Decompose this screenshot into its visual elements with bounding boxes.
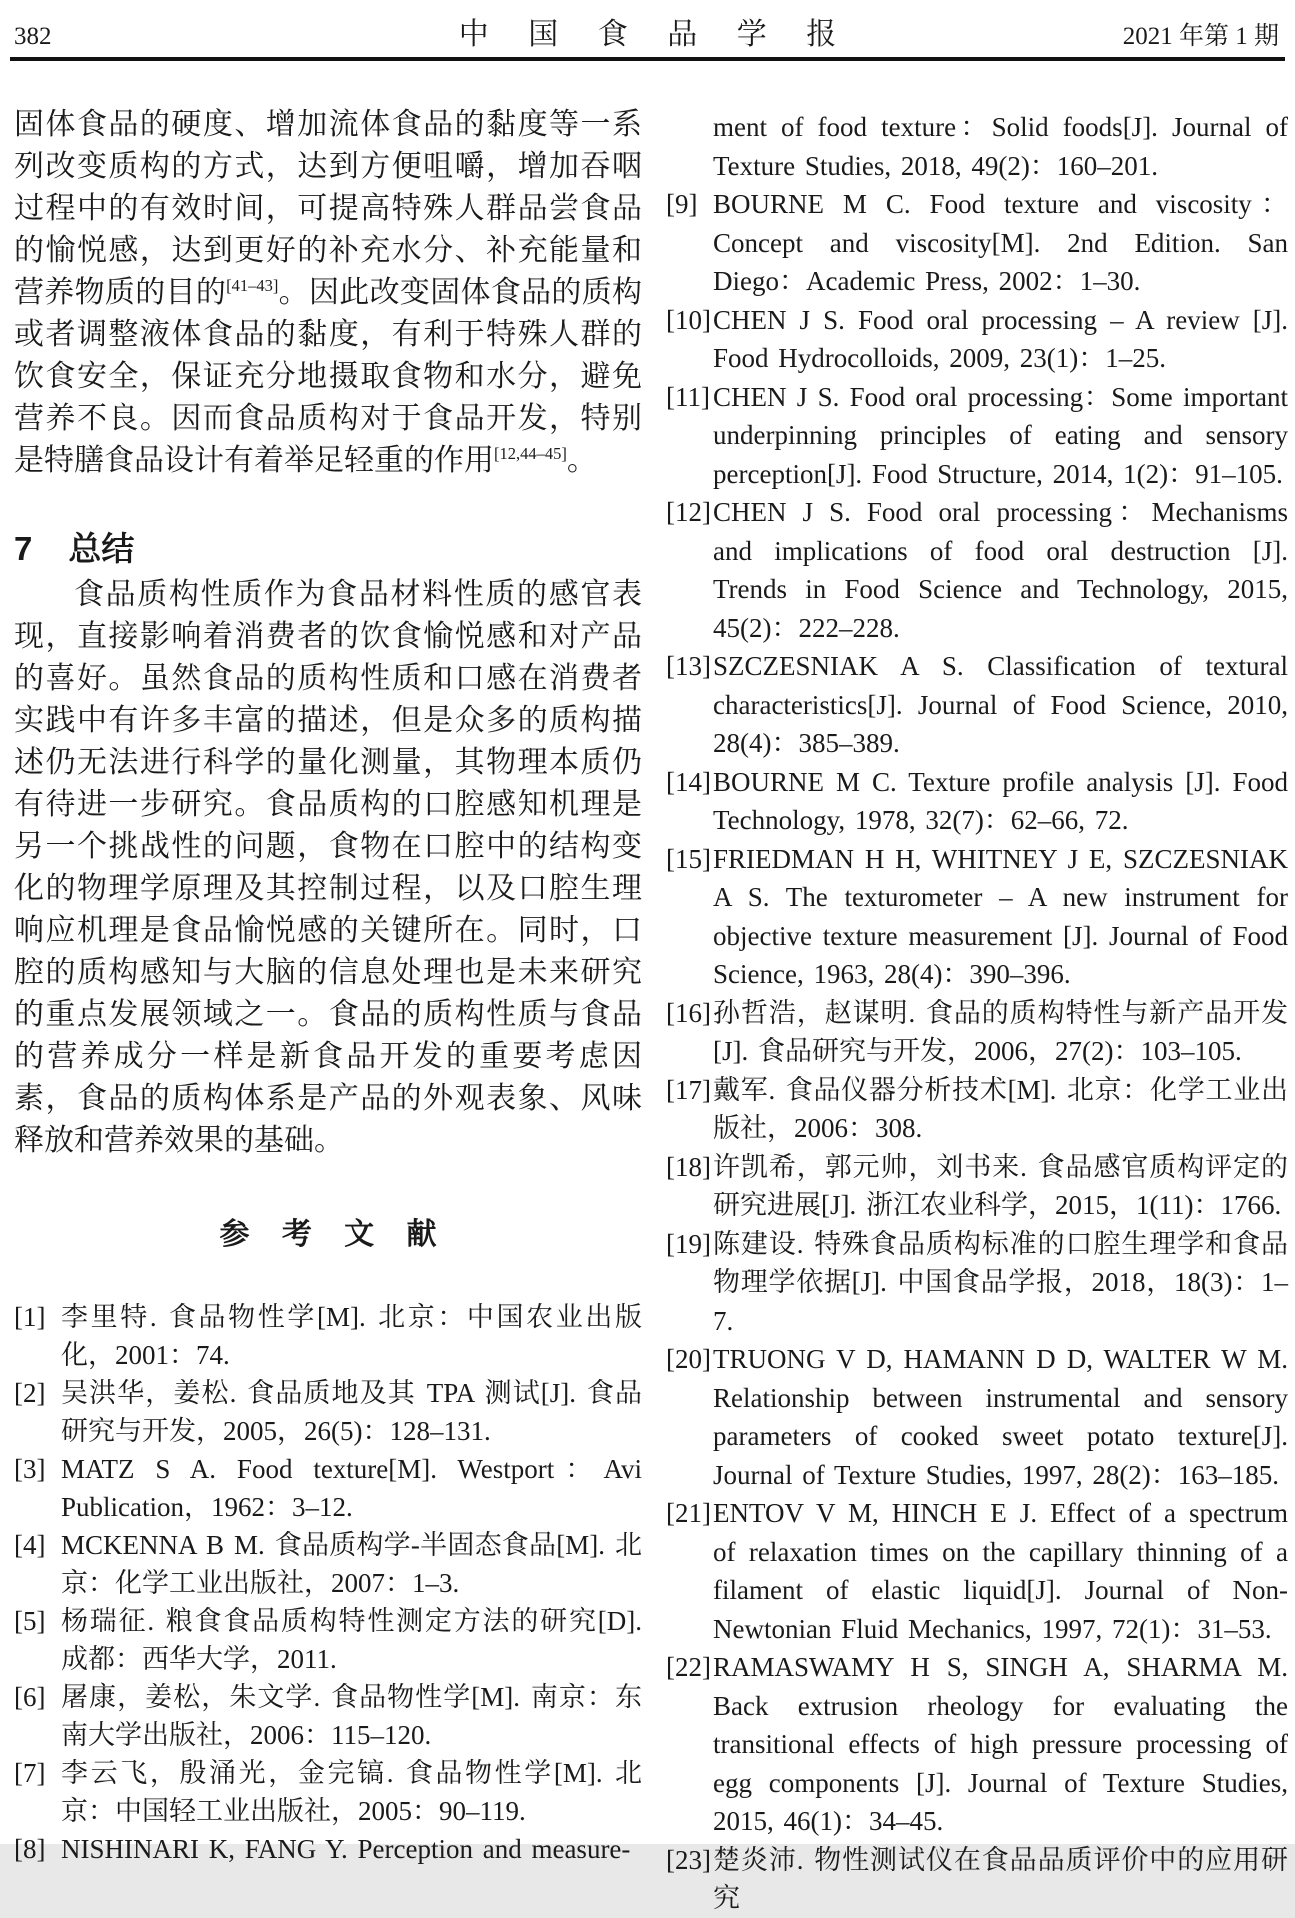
journal-title: 中 国 食 品 学 报 [458, 18, 853, 51]
section-heading-summary [14, 528, 642, 570]
reference-number: [15] [666, 843, 711, 874]
reference-text: MCKENNA B M. 食品质构学-半固态食品[M]. 北京：化学工业出版社，2007：1–3. [61, 1530, 642, 1598]
reference-text: NISHINARI K, FANG Y. Perception and measure- [61, 1834, 631, 1864]
reference-number: [14] [666, 766, 711, 797]
reference-text: 孙哲浩，赵谋明. 食品的质构特性与新产品开发[J]. 食品研究与开发，2006，27(2)：103–105. [713, 997, 1288, 1066]
reference-number: [8] [14, 1834, 46, 1864]
reference-text: FRIEDMAN H H, WHITNEY J E, SZCZESNIAK A S. The texturometer – A new instrument for objective texture measurement [J]. Journal of Food Science, 1963, 28(4)：390–396. [713, 843, 1288, 989]
reference-item [666, 185, 1288, 301]
reference-number: [23] [666, 1844, 711, 1875]
reference-text: ment of food texture：Solid foods[J]. Journal of Texture Studies, 2018, 49(2)：160–201. [713, 112, 1288, 181]
reference-text: ENTOV V M, HINCH E J. Effect of a spectrum of relaxation times on the capillary thinning of a filament of elastic liquid[J]. Journal of Non-Newtonian Fluid Mechanics, 1997, 72(1)：31–53. [713, 1498, 1288, 1644]
reference-item [14, 1298, 642, 1374]
reference-number: [6] [14, 1682, 46, 1712]
reference-number: [2] [14, 1378, 46, 1408]
reference-number: [7] [14, 1758, 46, 1788]
body-paragraph-1 [14, 104, 642, 482]
reference-number: [16] [666, 997, 711, 1028]
reference-text: 楚炎沛. 物性测试仪在食品品质评价中的应用研究 [713, 1844, 1288, 1913]
reference-item [14, 1450, 642, 1526]
reference-number: [5] [14, 1606, 46, 1636]
reference-text: CHEN J S. Food oral processing：Some important underpinning principles of eating and sensory perception[J]. Food Structure, 2014, 1(2)：91–105. [713, 381, 1288, 489]
reference-item [666, 763, 1288, 840]
reference-number: [4] [14, 1530, 46, 1560]
reference-text: MATZ S A. Food texture[M]. Westport：Avi Publication，1962：3–12. [61, 1454, 642, 1522]
paragraph-1-tail: 。 [566, 444, 597, 477]
references-heading: 参 考 文 献 [219, 1218, 437, 1251]
reference-number: [10] [666, 304, 711, 335]
reference-item [666, 108, 1288, 185]
reference-number: [20] [666, 1344, 711, 1374]
reference-text: 杨瑞征. 粮食食品质构特性测定方法的研究[D]. 成都：西华大学，2011. [61, 1606, 642, 1674]
body-paragraph-2: 食品质构性质作为食品材料性质的感官表现，直接影响着消费者的饮食愉悦感和对产品的喜好。虽然食品的质构性质和口感在消费者实践中有许多丰富的描述，但是众多的质构描述仍无法进行科学的量化测量，其物理本质仍有待进一步研究。食品质构的口腔感知机理是另一个挑战性的问题，食物在口腔中的结构变化的物理学原理及其控制过程，以及口腔生理响应机理是食品愉悦感的关键所在。同时，口腔的质构感知与大脑的信息处理也是未来研究的重点发展领域之一。食品的质构性质与食品的营养成分一样是新食品开发的重要考虑因素，食品的质构体系是产品的外观表象、风味释放和营养效果的基础。 [14, 578, 642, 1157]
reference-item [666, 378, 1288, 494]
reference-list-left [14, 1298, 642, 1868]
reference-number: [3] [14, 1454, 46, 1484]
reference-number: [1] [14, 1302, 46, 1332]
reference-item [14, 1830, 642, 1868]
reference-number: [17] [666, 1074, 711, 1105]
reference-number [666, 108, 713, 185]
section-title: 总结 [68, 530, 135, 567]
reference-item [14, 1602, 642, 1678]
reference-number: [22] [666, 1652, 711, 1682]
reference-text: 李里特. 食品物性学[M]. 北京：中国农业出版化，2001：74. [61, 1302, 642, 1370]
header-page-number: 382 [14, 23, 52, 50]
reference-item [666, 493, 1288, 647]
reference-item [666, 647, 1288, 763]
citation-superscript: [41–43] [226, 276, 279, 295]
reference-text: 陈建设. 特殊食品质构标准的口腔生理学和食品物理学依据[J]. 中国食品学报，2018，18(3)：1–7. [713, 1228, 1288, 1336]
reference-text: TRUONG V D, HAMANN D D, WALTER W M. Relationship between instrumental and sensory parameters of cooked sweet potato texture[J]. Journal of Texture Studies, 1997, 28(2)：163–185. [713, 1344, 1288, 1490]
left-column [14, 104, 643, 1864]
reference-number: [13] [666, 651, 711, 681]
reference-text: BOURNE M C. Texture profile analysis [J]. Food Technology, 1978, 32(7)：62–66, 72. [713, 766, 1288, 835]
reference-text: SZCZESNIAK A S. Classification of textural characteristics[J]. Journal of Food Science, 2010, 28(4)：385–389. [713, 651, 1288, 758]
reference-item [666, 1148, 1288, 1225]
reference-number: [19] [666, 1228, 711, 1259]
reference-number: [21] [666, 1498, 711, 1528]
reference-item [666, 301, 1288, 378]
header-rule [10, 57, 1285, 61]
citation-superscript: [12,44–45] [494, 444, 567, 463]
reference-text: RAMASWAMY H S, SINGH A, SHARMA M. Back extrusion rheology for evaluating the transitional effects of high pressure processing of egg components [J]. Journal of Texture Studies, 2015, 46(1)：34–45. [713, 1652, 1288, 1836]
reference-item [666, 1225, 1288, 1341]
right-column [666, 108, 1288, 1913]
reference-text: CHEN J S. Food oral processing：Mechanisms and implications of food oral destruction [J]. Trends in Food Science and Technology, 2015, 45(2)：222–228. [713, 497, 1288, 643]
header-issue-label: 2021 年第 1 期 [1122, 23, 1279, 50]
section-number: 7 [14, 530, 33, 567]
reference-item [666, 1071, 1288, 1148]
reference-item [666, 840, 1288, 994]
reference-item [666, 1340, 1288, 1494]
reference-text: 戴军. 食品仪器分析技术[M]. 北京：化学工业出版社，2006：308. [713, 1074, 1288, 1143]
reference-item [666, 1841, 1288, 1918]
reference-text: 屠康，姜松，朱文学. 食品物性学[M]. 南京：东南大学出版社，2006：115–120. [61, 1682, 642, 1750]
reference-item [14, 1678, 642, 1754]
reference-text: 许凯希，郭元帅，刘书来. 食品感官质构评定的研究进展[J]. 浙江农业科学，2015，1(11)：1766. [713, 1151, 1288, 1220]
reference-list-right [666, 108, 1288, 1918]
reference-number: [9] [666, 189, 698, 219]
reference-text: BOURNE M C. Food texture and viscosity：Concept and viscosity[M]. 2nd Edition. San Diego：Academic Press, 2002：1–30. [713, 189, 1288, 296]
reference-item [14, 1526, 642, 1602]
reference-text: 李云飞，殷涌光，金完镐. 食品物性学[M]. 北京：中国轻工业出版社，2005：90–119. [61, 1758, 642, 1826]
paragraph-1-middle: 。因此改变固体食品的质构或者调整液体食品的黏度，有利于特殊人群的饮食安全，保证充分地摄取食物和水分，避免营养不良。因而食品质构对于食品开发，特别是特膳食品设计有着举足轻重的作用 [14, 276, 643, 477]
paragraph-1-lead: 固体食品的硬度、增加流体食品的黏度等一系列改变质构的方式，达到方便咀嚼，增加吞咽过程中的有效时间，可提高特殊人群品尝食品的愉悦感，达到更好的补充水分、补充能量和营养物质的目的 [14, 108, 642, 309]
reference-number: [18] [666, 1151, 711, 1182]
reference-item [14, 1374, 642, 1450]
reference-number: [12] [666, 497, 711, 527]
reference-text: CHEN J S. Food oral processing – A review [J]. Food Hydrocolloids, 2009, 23(1)：1–25. [713, 304, 1288, 373]
reference-item [666, 994, 1288, 1071]
reference-item [666, 1494, 1288, 1648]
reference-number: [11] [666, 381, 710, 412]
reference-item [14, 1754, 642, 1830]
reference-item [666, 1648, 1288, 1841]
reference-text: 吴洪华，姜松. 食品质地及其 TPA 测试[J]. 食品研究与开发，2005，26(5)：128–131. [61, 1378, 642, 1446]
